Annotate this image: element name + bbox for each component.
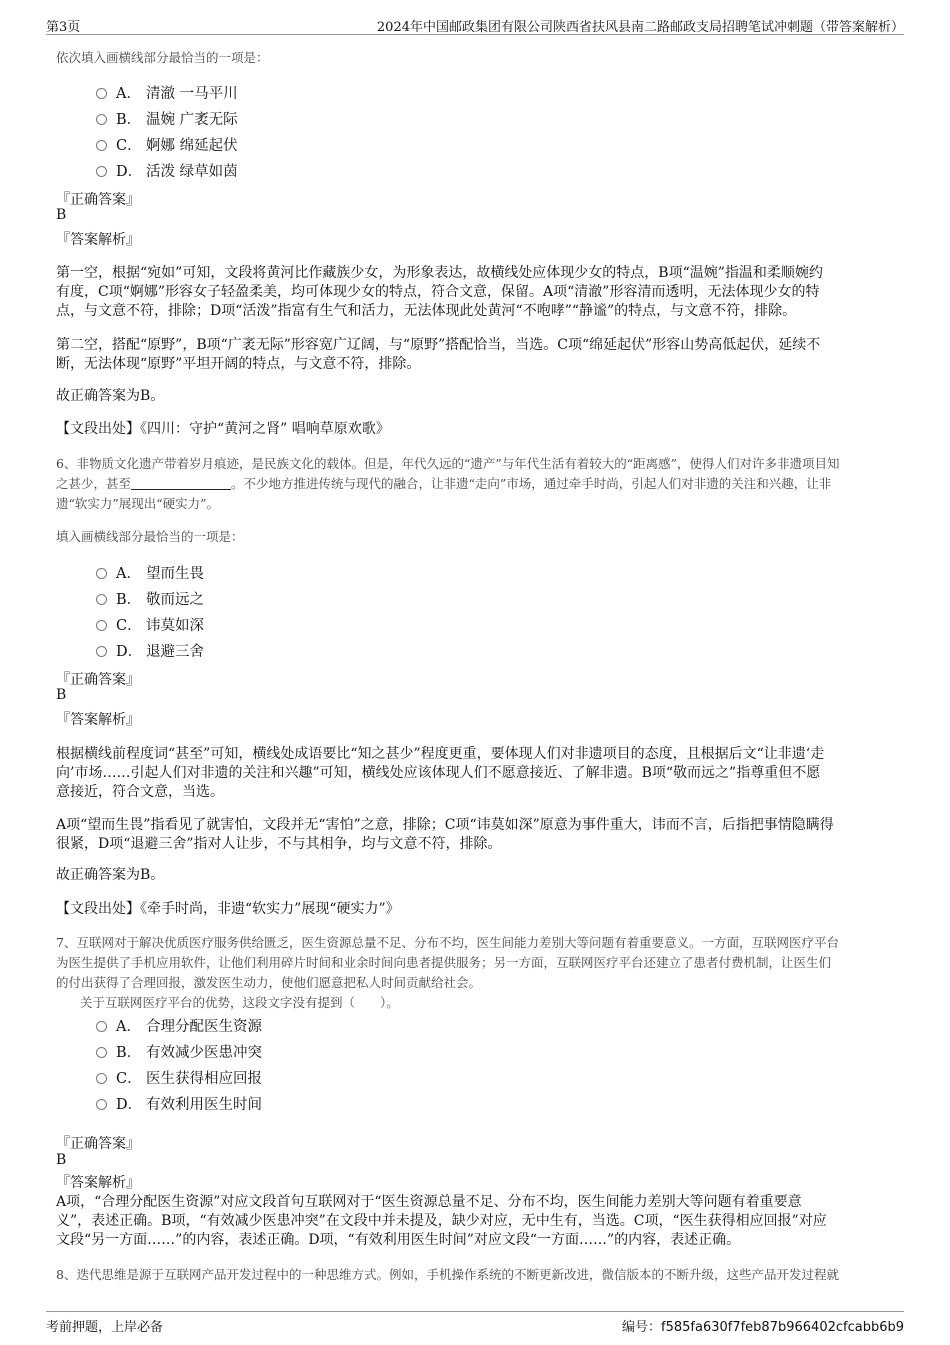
q7-analysis-line: 文段“另一方面……”的内容，表述正确。D项，“有效利用医生时间”对应文段“一方面……”的内容，表述正确。 [56, 1232, 741, 1248]
radio-button[interactable] [96, 1099, 107, 1110]
page-number: 第3页 [46, 20, 81, 35]
q5-analysis-line: 有度，C项“婀娜”形容女子轻盈柔美，均可体现少女的特点，符合文意，保留。A项“清澈”形容清而透明，无法体现少女的特 [56, 284, 820, 300]
radio-button[interactable] [96, 1021, 107, 1032]
q6-stem-line: 之甚少，甚至 。不少地方推进传统与现代的融合，让非遗“走向”市场，通过牵手时尚，引起人们对非遗的关注和兴趣，让非 [56, 476, 832, 491]
radio-button[interactable] [96, 568, 107, 579]
q6-stem-line: 6、非物质文化遗产带着岁月痕迹，是民族文化的载体。但是，年代久远的“遗产”与年代生活有着较大的“距离感”，使得人们对许多非遗项目知 [56, 456, 840, 471]
radio-button[interactable] [96, 114, 107, 125]
q7-analysis-line: 义”，表述正确。B项，“有效减少医患冲突”在文段中并未提及，缺少对应，无中生有，当选。C项，“医生获得相应回报”对应 [56, 1213, 827, 1229]
q5-option-b[interactable]: B． 温婉 广袤无际 [96, 108, 238, 129]
q5-analysis-line: 断，无法体现“原野”平坦开阔的特点，与文意不符，排除。 [56, 356, 421, 372]
radio-button[interactable] [96, 1047, 107, 1058]
q6-option-a[interactable]: A． 望而生畏 [96, 562, 204, 583]
q6-option-b[interactable]: B． 敬而远之 [96, 588, 204, 609]
radio-button[interactable] [96, 646, 107, 657]
q5-source: 【文段出处】《四川：守护“黄河之肾” 唱响草原欢歌》 [56, 421, 390, 437]
radio-button[interactable] [96, 140, 107, 151]
radio-button[interactable] [96, 594, 107, 605]
q6-analysis-line: A项“望而生畏”指看见了就害怕，文段并无“害怕”之意，排除；C项“讳莫如深”原意为事件重大，讳而不言，后指把事情隐瞒得 [56, 817, 834, 833]
q7-option-d[interactable]: D． 有效利用医生时间 [96, 1093, 262, 1114]
q5-option-a[interactable]: A． 清澈 一马平川 [96, 82, 238, 103]
q7-option-a[interactable]: A． 合理分配医生资源 [96, 1015, 262, 1036]
document-serial: 编号：f585fa630f7feb87b966402cfcabb6b9 [622, 1320, 904, 1335]
q6-analysis-line: 意接近，符合文意，当选。 [56, 784, 224, 800]
q5-option-c[interactable]: C． 婀娜 绵延起伏 [96, 134, 238, 155]
q5-prompt: 依次填入画横线部分最恰当的一项是： [56, 50, 269, 65]
q5-analysis-line: 第一空，根据“宛如”可知，文段将黄河比作藏族少女，为形象表达，故横线处应体现少女的特点，B项“温婉”指温和柔顺婉约 [56, 265, 823, 281]
q6-analysis-line: 根据横线前程度词“甚至”可知，横线处成语要比“知之甚少”程度更重，要体现人们对非遗项目的态度，且根据后文“让非遗‘走 [56, 746, 825, 762]
q7-option-c[interactable]: C． 医生获得相应回报 [96, 1067, 262, 1088]
fill-blank-line [131, 479, 231, 490]
q7-analysis-line: A项，“合理分配医生资源”对应文段首句互联网对于“医生资源总量不足、分布不均，医生间能力差别大等问题有着重要意 [56, 1194, 802, 1210]
footer-slogan: 考前押题，上岸必备 [46, 1320, 164, 1335]
q8-stem-line: 8、迭代思维是源于互联网产品开发过程中的一种思维方式。例如，手机操作系统的不断更新改进，微信版本的不断升级，这些产品开发过程就 [56, 1267, 839, 1282]
q6-answer: B [56, 687, 67, 703]
q5-analysis-label: 『答案解析』 [56, 232, 140, 248]
document-title: 2024年中国邮政集团有限公司陕西省扶风县南二路邮政支局招聘笔试冲刺题（带答案解析） [376, 20, 904, 35]
radio-button[interactable] [96, 88, 107, 99]
q6-analysis-label: 『答案解析』 [56, 712, 140, 728]
radio-button[interactable] [96, 166, 107, 177]
radio-button[interactable] [96, 620, 107, 631]
q5-answer: B [56, 207, 67, 223]
q6-analysis-line: 很紧，D项“退避三舍”指对人让步，不与其相争，均与文意不符，排除。 [56, 836, 502, 852]
q6-option-d[interactable]: D． 退避三舍 [96, 640, 204, 661]
q7-stem-line: 7、互联网对于解决优质医疗服务供给匮乏，医生资源总量不足、分布不均，医生间能力差别大等问题有着重要意义。一方面，互联网医疗平台 [56, 935, 839, 950]
q7-stem-line: 的付出获得了合理回报，激发医生动力，使他们愿意把私人时间贡献给社会。 [56, 975, 482, 990]
q7-answer-label: 『正确答案』 [56, 1136, 140, 1152]
page-header [46, 14, 904, 35]
q6-prompt: 填入画横线部分最恰当的一项是： [56, 529, 244, 544]
q7-answer: B [56, 1152, 67, 1168]
q7-option-b[interactable]: B． 有效减少医患冲突 [96, 1041, 262, 1062]
radio-button[interactable] [96, 1073, 107, 1084]
q6-option-c[interactable]: C． 讳莫如深 [96, 614, 204, 635]
q5-answer-label: 『正确答案』 [56, 192, 140, 208]
q6-analysis-line: 向’市场……引起人们对非遗的关注和兴趣”可知，横线处应该体现人们不愿意接近、了解非遗。B项“敬而远之”指尊重但不愿 [56, 765, 821, 781]
q6-source: 【文段出处】《牵手时尚，非遗“软实力”展现“硬实力”》 [56, 901, 400, 917]
q6-answer-label: 『正确答案』 [56, 672, 140, 688]
page-footer [46, 1311, 904, 1334]
q7-analysis-label: 『答案解析』 [56, 1175, 140, 1191]
q7-prompt: 关于互联网医疗平台的优势，这段文字没有提到（ ）。 [80, 995, 399, 1010]
q6-stem-line: 遗“软实力”展现出“硬实力”。 [56, 496, 220, 511]
q5-analysis-line: 点，与文意不符，排除；D项“活泼”指富有生气和活力，无法体现此处黄河“不咆哮”“静谧”的特点，与文意不符，排除。 [56, 303, 797, 319]
q5-option-d[interactable]: D． 活泼 绿草如茵 [96, 160, 238, 181]
q7-stem-line: 为医生提供了手机应用软件，让他们利用碎片时间和业余时间向患者提供服务；另一方面，互联网医疗平台还建立了患者付费机制，让医生们 [56, 955, 832, 970]
q5-conclusion: 故正确答案为B。 [56, 388, 165, 404]
q5-analysis-line: 第二空，搭配“原野”，B项“广袤无际”形容宽广辽阔，与“原野”搭配恰当，当选。C项“绵延起伏”形容山势高低起伏，延续不 [56, 337, 821, 353]
q6-conclusion: 故正确答案为B。 [56, 867, 165, 883]
